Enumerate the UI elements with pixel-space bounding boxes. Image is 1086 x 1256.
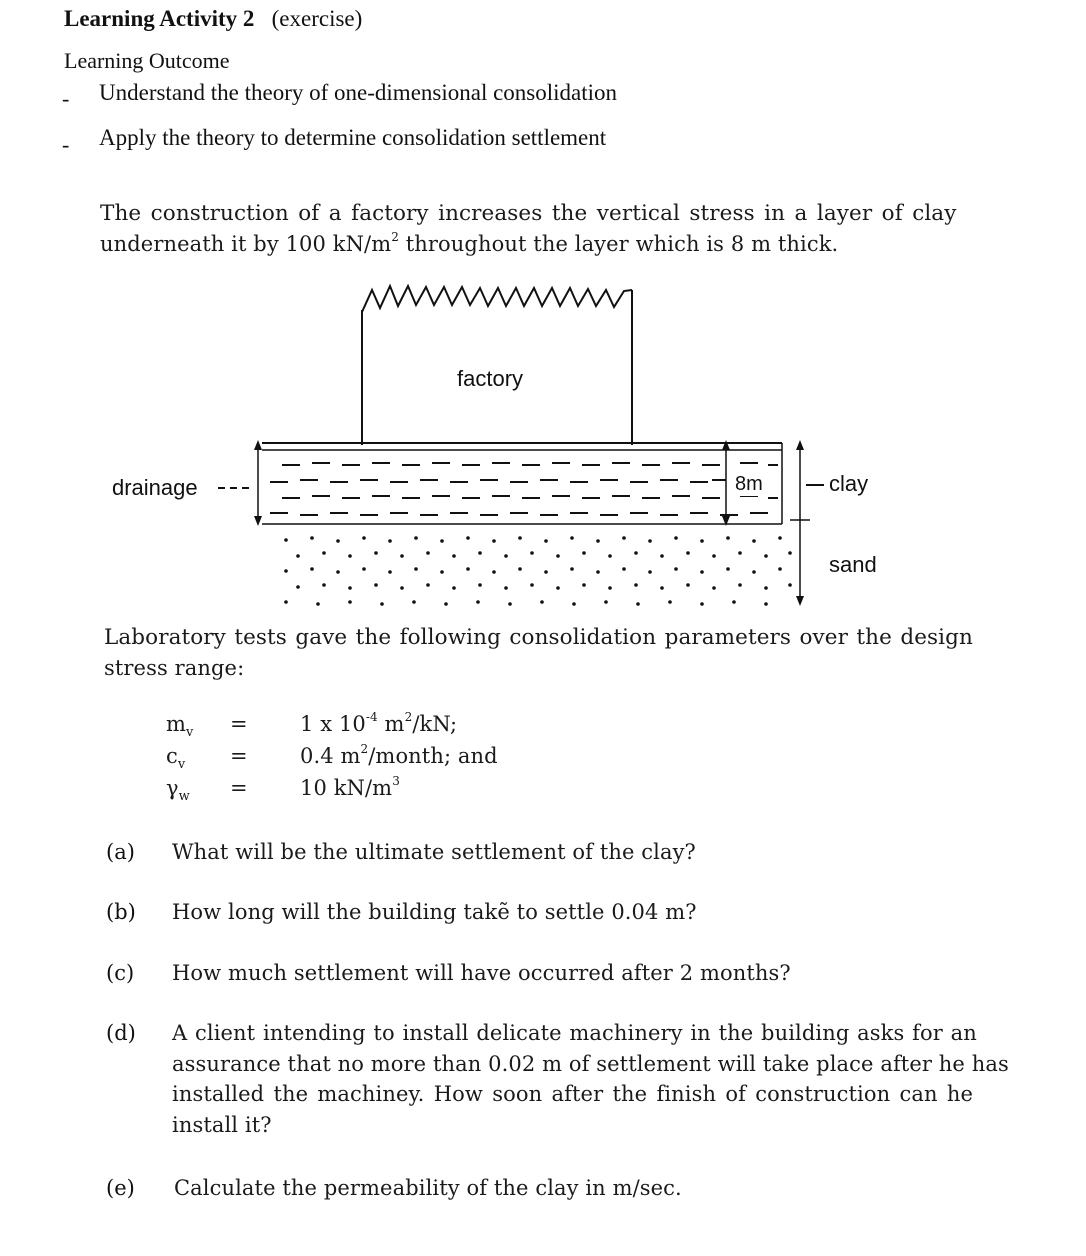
param-value: 10 $kN/m^3$ (300, 774, 400, 800)
lab-line-1: Laboratory tests gave the following consolidation parameters over the design (104, 625, 973, 650)
8m-arrow-head-up (722, 440, 730, 450)
param-symbol: $c_v$ (166, 744, 186, 773)
clay-hatching (270, 463, 778, 515)
outcome-item-2: Apply the theory to determine consolidation settlement (99, 125, 607, 150)
param-equals: = (230, 744, 248, 768)
factory-label: factory (457, 366, 524, 391)
param-equals: = (230, 712, 248, 736)
left-arrow-head-up (254, 440, 262, 450)
sand-stipple (284, 536, 792, 606)
question-text: assurance that no more than 0.02 m of settlement will take place after he has (172, 1052, 1009, 1076)
question-label: (e) (106, 1176, 135, 1200)
param-symbol: $\gamma_w$ (166, 776, 190, 805)
question-label: (c) (106, 961, 135, 985)
thickness-label: 8m (735, 473, 763, 495)
question-text: install it? (172, 1113, 272, 1137)
question-text: What will be the ultimate settlement of the clay? (172, 840, 696, 864)
left-arrow-head-down (254, 516, 262, 526)
question-text: How long will the building takẽ to settle 0.04 m? (172, 900, 697, 924)
bullet-dash: - (62, 86, 70, 111)
param-value: 1 x $10^{-4}$ $m^2/kN$; (300, 710, 458, 736)
param-value: 0.4 $m^2$/month; and (300, 742, 498, 768)
right-arrow-head-up (796, 440, 804, 450)
param-equals: = (230, 776, 248, 800)
title-bold: Learning Activity 2 (64, 6, 255, 31)
question-label: (d) (106, 1021, 136, 1045)
intro-line-2: underneath it by 100 $kN/m^2$ throughout the layer which is 8 m thick. (100, 230, 839, 256)
learning-outcome-heading: Learning Outcome (64, 48, 230, 73)
drainage-label: drainage (112, 475, 198, 500)
param-symbol: $m_v$ (166, 712, 194, 741)
intro-line-1: The construction of a factory increases the vertical stress in a layer of clay (100, 201, 957, 226)
lab-line-2: stress range: (104, 656, 245, 680)
sand-label: sand (829, 552, 877, 577)
question-text: installed the machiney. How soon after the finish of construction can he (172, 1082, 974, 1106)
clay-label: clay (829, 471, 869, 496)
question-label: (b) (106, 900, 136, 924)
factory-clay-diagram (0, 270, 1086, 620)
question-text: Calculate the permeability of the clay in m/sec. (174, 1176, 682, 1200)
question-label: (a) (106, 840, 135, 864)
question-text: How much settlement will have occurred after 2 months? (172, 961, 791, 985)
page-title (64, 6, 362, 32)
factory-roof-zigzag (362, 286, 632, 312)
title-rest: (exercise) (271, 6, 363, 31)
bullet-dash: - (62, 132, 70, 157)
outcome-item-1: Understand the theory of one-dimensional consolidation (99, 80, 618, 105)
question-text: A client intending to install delicate machinery in the building asks for an (172, 1021, 977, 1045)
right-arrow-head-down (796, 596, 804, 606)
